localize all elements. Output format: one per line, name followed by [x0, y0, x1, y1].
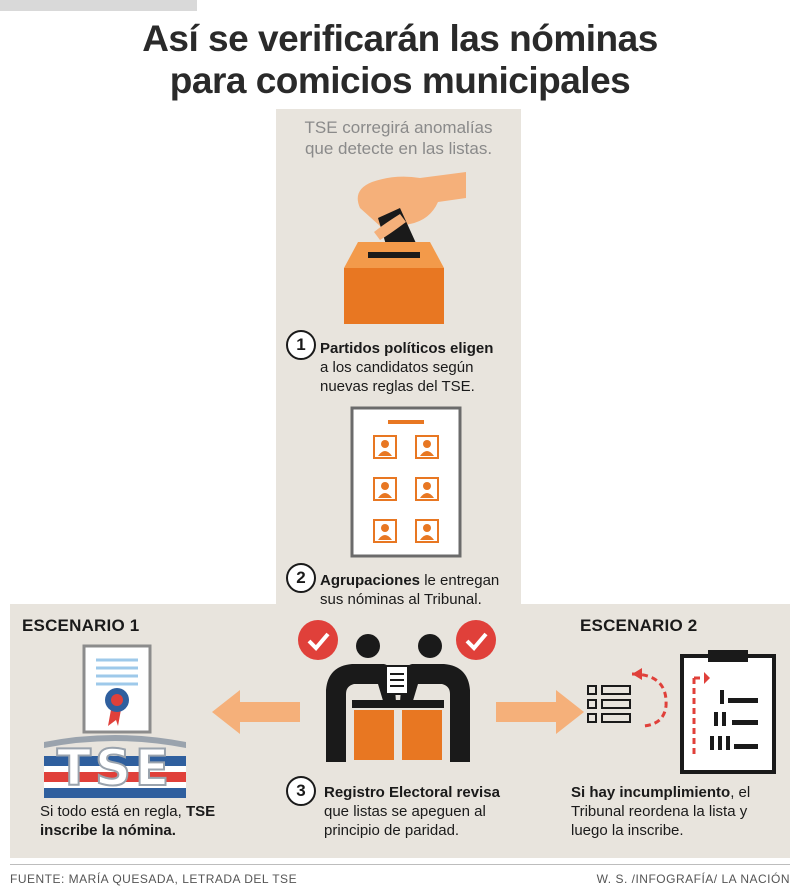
step-1-number: 1 [286, 330, 316, 360]
meeting-people-icon [318, 632, 478, 762]
page-title [0, 18, 800, 102]
reorder-list-icon [588, 666, 678, 736]
step-2-line-2: sus nóminas al Tribunal. [320, 591, 482, 608]
step-1-line-3: nuevas reglas del TSE. [320, 378, 475, 395]
step-1-bold: Partidos políticos eligen [320, 340, 494, 357]
top-accent-bar [0, 0, 197, 11]
step-2-text [320, 571, 499, 609]
scenario-2-label: ESCENARIO 2 [580, 616, 698, 635]
clipboard-icon [680, 650, 776, 774]
step-1-line-2: a los candidatos según [320, 359, 474, 376]
scenario-1-caption [40, 802, 215, 840]
scenario-2-line-1-bold: Si hay incumplimiento [571, 784, 731, 801]
intro-text [276, 117, 521, 159]
step-1-text [320, 339, 493, 396]
scenario-1-line-1-bold: TSE [185, 803, 216, 820]
step-3-line-2: que listas se apeguen al [324, 803, 486, 820]
scenario-2-line-2: Tribunal reordena la lista y [571, 803, 748, 820]
scenario-1-label: ESCENARIO 1 [22, 616, 140, 635]
tse-logo-text: TSE [56, 739, 174, 797]
ballot-box-icon [344, 242, 444, 326]
scenario-1-line-2-bold: inscribe la nómina. [40, 822, 176, 839]
step-2-number: 2 [286, 563, 316, 593]
scenario-2-caption [571, 783, 750, 840]
step-3-line-3: principio de paridad. [324, 822, 460, 839]
arrow-left-icon [212, 690, 300, 734]
title-line-2: para comicios municipales [169, 60, 631, 101]
step-3-number: 3 [286, 776, 316, 806]
step-3-text [324, 783, 500, 840]
certificate-icon [82, 644, 152, 734]
intro-line-2: que detecte en las listas. [304, 139, 493, 158]
title-line-1: Así se verificarán las nóminas [142, 18, 658, 59]
candidate-list-icon [350, 406, 462, 558]
step-3-bold: Registro Electoral revisa [324, 784, 500, 801]
footer-divider [10, 864, 790, 865]
arrow-right-icon [496, 690, 584, 734]
footer-credit: W. S. /INFOGRAFÍA/ LA NACIÓN [596, 872, 790, 886]
scenario-2-line-1: , el [730, 784, 751, 801]
footer-source: FUENTE: MARÍA QUESADA, LETRADA DEL TSE [10, 872, 298, 886]
step-2-rest: le entregan [420, 572, 500, 589]
step-2-bold: Agrupaciones [320, 572, 421, 589]
intro-line-1: TSE corregirá anomalías [304, 118, 493, 137]
scenario-2-line-3: luego la inscribe. [571, 822, 684, 839]
scenario-1-line-1: Si todo está en regla, [40, 803, 186, 820]
